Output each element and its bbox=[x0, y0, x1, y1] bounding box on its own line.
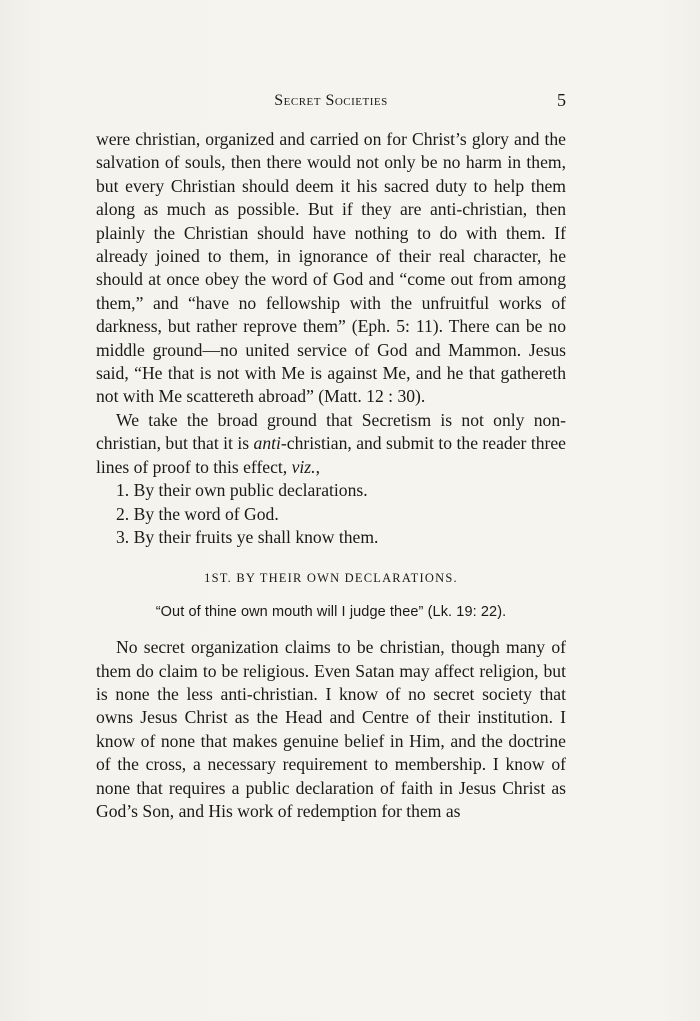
paragraph-2: We take the broad ground that Secretism is not only non-christian, but that it is anti-christian, and submit to the reader three lines of proof to this effect, viz., bbox=[96, 409, 566, 477]
list-item: 3. By their fruits ye shall know them. bbox=[116, 526, 379, 547]
paragraph-3: No secret organization claims to be christian, though many of them do claim to be religious. Even Satan may affect religion, but is none the less anti-christian. I know of no secret society that owns Jesus Christ as the Head and Centre of their institution. I know of none that makes genuine belief in Him, and the doctrine of the cross, a necessary requirement to membership. I know of none that requires a public declaration of faith in Jesus Christ as God’s Son, and His work of redemption for them as bbox=[96, 637, 566, 821]
body-text bbox=[96, 128, 566, 823]
list-item: 1. By their own public declarations. bbox=[116, 480, 368, 501]
page-header bbox=[96, 92, 566, 114]
epigraph-quote: “Out of thine own mouth will I judge thee” (Lk. 19: 22). bbox=[155, 603, 507, 620]
paragraph-1: were christian, organized and carried on for Christ’s glory and the salvation of souls, then there would not only be no harm in them, but every Christian should deem it his sacred duty to help them along as much as possible. But if they are anti-christian, then plainly the Christian should have nothing to do with them. If already joined to them, in ignorance of their real character, he should at once obey the word of God and “come out from among them,” and “have no fellowship with the unfruitful works of darkness, but rather reprove them” (Eph. 5: 11). There can be no middle ground—no united service of God and Mammon. Jesus said, “He that is not with Me is against Me, and he that gathereth not with Me scattereth abroad” (Matt. 12 : 30). bbox=[96, 129, 566, 407]
running-title: Secret Societies bbox=[274, 92, 388, 109]
proofs-list bbox=[96, 479, 566, 549]
page-number: 5 bbox=[557, 90, 566, 110]
viz-italic: viz. bbox=[291, 456, 316, 477]
list-item: 2. By the word of God. bbox=[116, 503, 279, 524]
anti-italic: anti bbox=[253, 433, 281, 454]
section-heading: 1ST. BY THEIR OWN DECLARATIONS. bbox=[204, 571, 458, 586]
